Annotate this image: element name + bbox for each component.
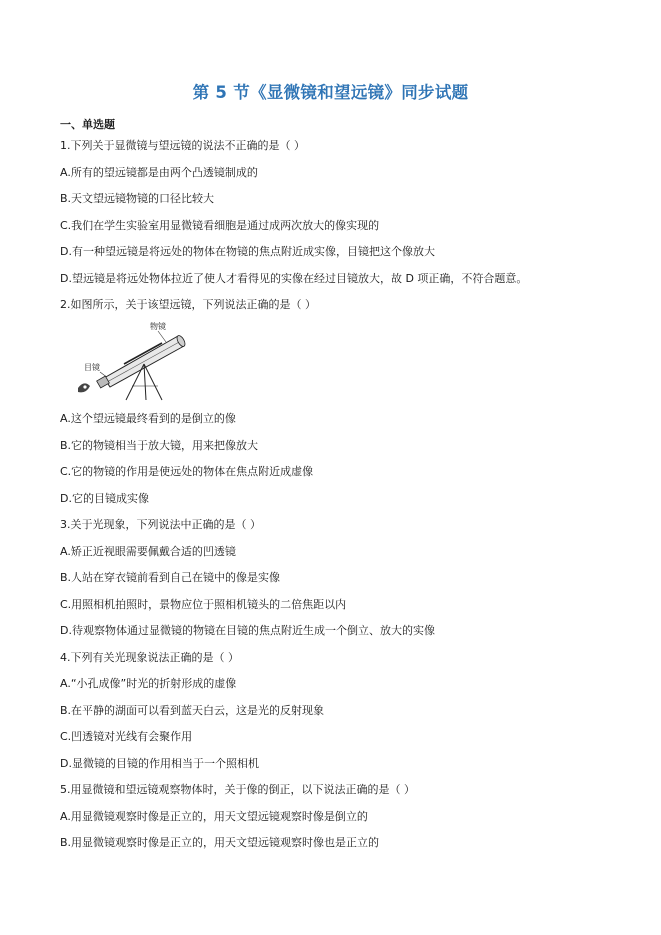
telescope-figure <box>74 320 194 402</box>
answer-option: A.矫正近视眼需要佩戴合适的凹透镜 <box>60 545 236 558</box>
question-stem: 2.如图所示，关于该望远镜，下列说法正确的是（ ） <box>60 298 316 311</box>
answer-option: A.这个望远镜最终看到的是倒立的像 <box>60 412 236 425</box>
answer-option: B.天文望远镜物镜的口径比较大 <box>60 192 215 205</box>
answer-option: A.所有的望远镜都是由两个凸透镜制成的 <box>60 166 258 179</box>
answer-option: D.有一种望远镜是将远处的物体在物镜的焦点附近成实像，目镜把这个像放大 <box>60 245 435 258</box>
answer-option: C.用照相机拍照时，景物应位于照相机镜头的二倍焦距以内 <box>60 598 347 611</box>
answer-option: B.在平静的湖面可以看到蓝天白云，这是光的反射现象 <box>60 704 325 717</box>
answer-option: D.它的目镜成实像 <box>60 492 149 505</box>
answer-option: B.它的物镜相当于放大镜，用来把像放大 <box>60 439 259 452</box>
question-stem: 1.下列关于显微镜与望远镜的说法不正确的是（ ） <box>60 139 305 152</box>
answer-option: D.望远镜是将远处物体拉近了使人才看得见的实像在经过目镜放大，故 D 项正确，不符合题意。 <box>60 272 528 285</box>
answer-option: D.显微镜的目镜的作用相当于一个照相机 <box>60 757 259 770</box>
question-stem: 4.下列有关光现象说法正确的是（ ） <box>60 651 239 664</box>
answer-option: D.待观察物体通过显微镜的物镜在目镜的焦点附近生成一个倒立、放大的实像 <box>60 624 435 637</box>
answer-option: C.我们在学生实验室用显微镜看细胞是通过成两次放大的像实现的 <box>60 219 380 232</box>
answer-option: B.用显微镜观察时像是正立的，用天文望远镜观察时像也是正立的 <box>60 836 380 849</box>
answer-option: C.凹透镜对光线有会聚作用 <box>60 730 193 743</box>
section-heading: 一、单选题 <box>60 118 115 131</box>
answer-option: A.“小孔成像”时光的折射形成的虚像 <box>60 677 237 690</box>
telescope-tube <box>97 334 187 388</box>
eyepiece-label: 目镜 <box>84 363 100 372</box>
question-stem: 3.关于光现象，下列说法中正确的是（ ） <box>60 518 261 531</box>
answer-option: C.它的物镜的作用是使远处的物体在焦点附近成虚像 <box>60 465 314 478</box>
question-stem: 5.用显微镜和望远镜观察物体时，关于像的倒正，以下说法正确的是（ ） <box>60 783 415 796</box>
page-title: 第 5 节《显微镜和望远镜》同步试题 <box>192 83 469 102</box>
answer-option: A.用显微镜观察时像是正立的，用天文望远镜观察时像是倒立的 <box>60 810 368 823</box>
eye-icon <box>78 383 90 392</box>
answer-option: B.人站在穿衣镜前看到自己在镜中的像是实像 <box>60 571 281 584</box>
objective-label: 物镜 <box>150 322 166 331</box>
